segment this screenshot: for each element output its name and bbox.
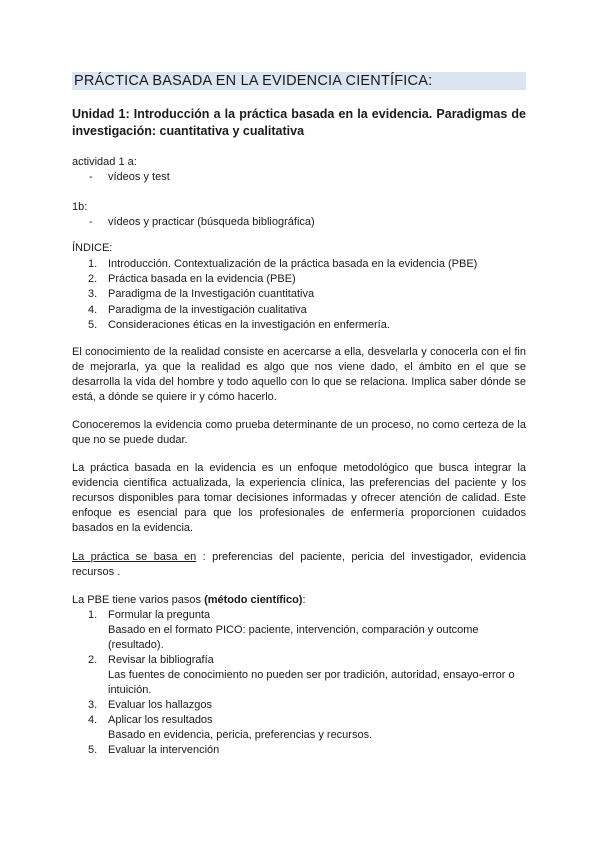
paragraph-reality: El conocimiento de la realidad consiste en acercarse a ella, desvelarla y conocerla con el fin de mejorarla, ya que la realidad es algo que nos viene dado, el ámbito en el que se desarrolla la vida del hombre y todo aquello con lo que se relaciona. Implica saber dónde se está, a dónde se quiere ir y cómo hacerlo. bbox=[72, 346, 526, 403]
step-number: 1. bbox=[88, 609, 98, 621]
activity-b-label: 1b: bbox=[72, 201, 88, 213]
index-item bbox=[72, 287, 526, 302]
step-detail: Basado en evidencia, pericia, preferencias y recursos. bbox=[108, 729, 373, 741]
step-item bbox=[72, 713, 526, 743]
paragraph-steps-intro bbox=[72, 593, 526, 608]
step-item bbox=[72, 608, 526, 653]
unit-heading: Unidad 1: Introducción a la práctica basada en la evidencia. Paradigmas de investigación: cuantitativa y cualitativa bbox=[72, 107, 526, 138]
activity-b-item bbox=[72, 215, 526, 230]
index-heading: ÍNDICE: bbox=[72, 242, 113, 254]
step-number: 2. bbox=[88, 654, 98, 666]
step-title: Formular la pregunta bbox=[108, 609, 211, 621]
index-number: 5. bbox=[88, 318, 98, 331]
index-text: Consideraciones éticas en la investigación en enfermería. bbox=[108, 318, 390, 331]
step-detail: Las fuentes de conocimiento no pueden ser por tradición, autoridad, ensayo-error o intuición. bbox=[108, 669, 515, 696]
index-text: Introducción. Contextualización de la práctica basada en la evidencia (PBE) bbox=[108, 258, 478, 270]
document-title: PRÁCTICA BASADA EN LA EVIDENCIA CIENTÍFICA: bbox=[72, 72, 526, 90]
index-number: 1. bbox=[88, 258, 98, 270]
index-text: Paradigma de la investigación cualitativa bbox=[108, 303, 307, 316]
step-detail: Basado en el formato PICO: paciente, intervención, comparación y outcome (resultado). bbox=[108, 624, 479, 651]
basis-list-text: : preferencias del paciente, pericia del investigador, evidencia recursos . bbox=[72, 551, 527, 578]
index-item bbox=[72, 257, 526, 272]
step-item bbox=[72, 743, 526, 758]
index-list bbox=[72, 257, 526, 333]
index-text: Paradigma de la Investigación cuantitativa bbox=[108, 288, 315, 301]
index-number: 3. bbox=[88, 288, 98, 301]
step-number: 3. bbox=[88, 699, 98, 711]
step-number: 4. bbox=[88, 714, 98, 726]
step-title: Aplicar los resultados bbox=[108, 714, 213, 726]
steps-list bbox=[72, 608, 526, 758]
step-title: Evaluar los hallazgos bbox=[108, 699, 212, 711]
underlined-phrase: La práctica se basa en bbox=[72, 551, 197, 563]
bullet-dash: - bbox=[89, 216, 93, 228]
step-title: Evaluar la intervención bbox=[108, 744, 220, 756]
steps-intro-colon: : bbox=[302, 594, 306, 606]
index-item bbox=[72, 318, 526, 333]
bullet-dash: - bbox=[89, 171, 93, 183]
index-number: 2. bbox=[88, 273, 98, 286]
step-item bbox=[72, 653, 526, 698]
paragraph-pbe-basis bbox=[72, 550, 526, 580]
activity-a-item bbox=[72, 170, 526, 185]
index-text: Práctica basada en la evidencia (PBE) bbox=[108, 273, 296, 286]
step-title: Revisar la bibliografía bbox=[108, 654, 214, 666]
paragraph-pbe-definition: La práctica basada en la evidencia es un enfoque metodológico que busca integrar la evidencia científica actualizada, la experiencia clínica, las preferencias del paciente y los recursos disponibles para tomar decisiones informadas y ofrecer atención de calidad. Este enfoque es esencial para que los profesionales de enfermería proporcionen cuidados basados en la evidencia. bbox=[72, 462, 526, 534]
steps-intro-bold: (método científico) bbox=[204, 594, 303, 606]
activity-b-text: vídeos y practicar (búsqueda bibliográfica) bbox=[108, 216, 315, 228]
step-item bbox=[72, 698, 526, 713]
steps-intro-text: La PBE tiene varios pasos bbox=[72, 594, 205, 606]
index-item bbox=[72, 303, 526, 318]
paragraph-evidence: Conoceremos la evidencia como prueba determinante de un proceso, no como certeza de la que no se puede dudar. bbox=[72, 419, 526, 446]
step-number: 5. bbox=[88, 744, 98, 756]
activity-a-label: actividad 1 a: bbox=[72, 156, 137, 168]
activity-a-text: vídeos y test bbox=[108, 171, 170, 183]
index-item bbox=[72, 272, 526, 287]
index-number: 4. bbox=[88, 303, 98, 316]
